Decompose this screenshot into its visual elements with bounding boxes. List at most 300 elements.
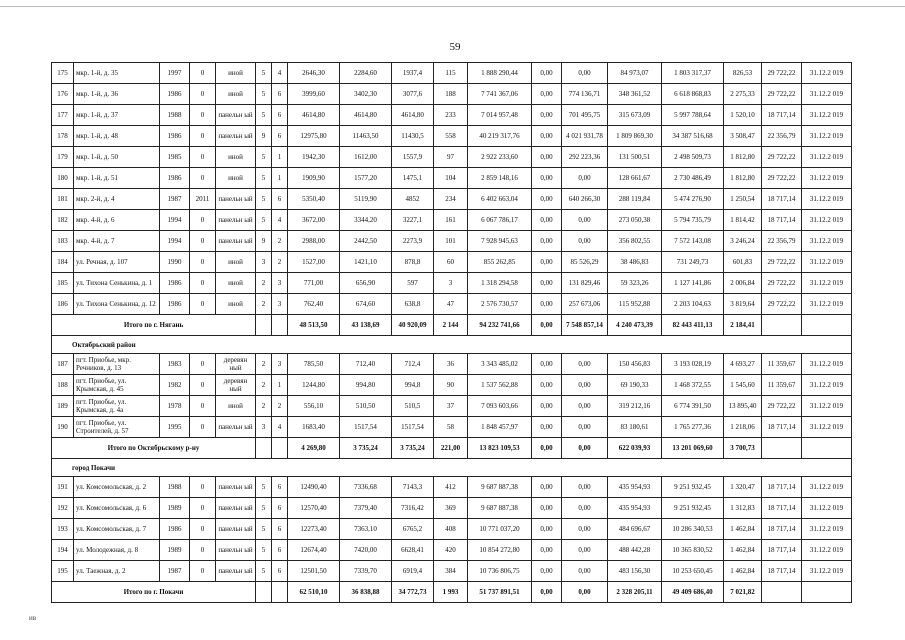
table-cell: 2 [256,354,272,375]
table-row [52,168,852,189]
table-cell: 31.12.2 019 [802,354,852,375]
table-cell: 9 [256,231,272,252]
table-cell: 510,50 [340,396,392,417]
table-cell: 40 219 317,76 [468,126,532,147]
total-cell: 1 993 [434,582,468,603]
table-cell: 115 952,88 [608,294,662,315]
address-cell: мкр. 4-й, д. 7 [74,231,160,252]
table-cell: 12674,40 [288,540,340,561]
table-cell: 4 [272,210,288,231]
table-cell: 0,00 [532,147,562,168]
table-cell: 5119,90 [340,189,392,210]
table-cell: 5 794 735,79 [662,210,724,231]
table-cell: 0,00 [532,105,562,126]
table-cell: 3 [272,273,288,294]
table-cell: 3402,30 [340,84,392,105]
table-cell: 1942,30 [288,147,340,168]
table-row [52,477,852,498]
table-cell: 131 829,46 [562,273,608,294]
total-cell: 7 021,82 [724,582,762,603]
table-cell: 488 442,28 [608,540,662,561]
table-cell: 0 [190,375,216,396]
table-cell: 2 859 148,16 [468,168,532,189]
table-cell: 0,00 [532,273,562,294]
table-cell: 7 928 945,63 [468,231,532,252]
table-cell: 1 803 317,37 [662,63,724,84]
table-cell: 31.12.2 019 [802,252,852,273]
total-row [52,438,852,459]
table-cell: 3999,60 [288,84,340,105]
table-cell: 4 [272,63,288,84]
table-cell: панельн ый [216,210,256,231]
table-cell: 183 [52,231,74,252]
table-cell: 319 212,16 [608,396,662,417]
table-cell: 10 771 037,20 [468,519,532,540]
table-cell: 7336,68 [340,477,392,498]
table-cell: 3672,00 [288,210,340,231]
total-cell: 4 269,80 [288,438,340,459]
address-cell: ул. Комсомольская, д. 6 [74,498,160,519]
table-cell: иной [216,147,256,168]
table-cell: 1909,90 [288,168,340,189]
table-cell: 1987 [160,189,190,210]
table-cell: 1995 [160,417,190,438]
table-row [52,375,852,396]
total-cell: 43 138,69 [340,315,392,336]
address-cell: мкр. 4-й, д. 6 [74,210,160,231]
table-cell: 2 [256,396,272,417]
table-cell: 6765,2 [392,519,434,540]
table-cell: 38 486,83 [608,252,662,273]
table-cell: 0 [190,294,216,315]
table-cell: 2 576 730,57 [468,294,532,315]
table-cell: 31.12.2 019 [802,84,852,105]
table-cell: 3 819,64 [724,294,762,315]
table-cell: 60 [434,252,468,273]
table-cell: 47 [434,294,468,315]
table-cell: 193 [52,519,74,540]
table-cell: 5 [256,168,272,189]
table-cell: 5 [256,561,272,582]
table-cell: 5 [256,63,272,84]
total-cell: 34 772,73 [392,582,434,603]
table-cell: 5350,40 [288,189,340,210]
table-cell: 1990 [160,252,190,273]
table-cell: 12570,40 [288,498,340,519]
table-cell: 12490,40 [288,477,340,498]
table-cell: 0,00 [532,210,562,231]
table-cell: 731 249,73 [662,252,724,273]
table-cell: 1 809 869,30 [608,126,662,147]
address-cell: ул. Тихона Сенькина, д. 1 [74,273,160,294]
table-row [52,210,852,231]
table-cell: 6 [272,519,288,540]
table-cell: 6 [272,498,288,519]
table-cell: 195 [52,561,74,582]
address-cell: мкр. 1-й, д. 37 [74,105,160,126]
table-cell: 2442,50 [340,231,392,252]
table-cell: 994,8 [392,375,434,396]
table-cell: 7363,10 [340,519,392,540]
total-label: Итого по г. Нягань [52,315,256,336]
total-cell [802,582,852,603]
total-cell: 221,00 [434,438,468,459]
table-cell: 1978 [160,396,190,417]
table-cell: 0,00 [532,168,562,189]
table-cell: 701 495,75 [562,105,608,126]
table-cell: деревян ный [216,354,256,375]
table-cell: иной [216,63,256,84]
table-cell: 233 [434,105,468,126]
table-cell: 1983 [160,354,190,375]
total-cell: 0,00 [562,438,608,459]
table-cell: 29 722,22 [762,147,802,168]
table-cell: панельн ый [216,417,256,438]
table-cell: 2273,9 [392,231,434,252]
total-cell: 2 144 [434,315,468,336]
table-cell: 131 500,51 [608,147,662,168]
section-header-row [52,336,852,354]
total-cell: 62 510,10 [288,582,340,603]
section-header-row [52,459,852,477]
table-cell: 0,00 [532,294,562,315]
table-cell: 191 [52,477,74,498]
table-cell: 1244,80 [288,375,340,396]
address-cell: ул. Молодежная, д. 8 [74,540,160,561]
address-cell: пгт. Приобье, ул. Крымская, д. 4а [74,396,160,417]
table-row [52,126,852,147]
table-cell: 31.12.2 019 [802,519,852,540]
table-cell: панельн ый [216,540,256,561]
section-title: город Покачи [52,459,852,477]
table-cell: 18 717,14 [762,105,802,126]
table-cell: 601,83 [724,252,762,273]
table-cell: 0,00 [532,252,562,273]
table-cell: 0 [190,561,216,582]
table-row [52,84,852,105]
table-cell: 1994 [160,231,190,252]
table-cell: 0 [190,498,216,519]
table-cell: 1475,1 [392,168,434,189]
table-cell: 0,00 [532,84,562,105]
table-cell: 2 922 233,60 [468,147,532,168]
table-cell: 0 [190,168,216,189]
total-cell [762,315,802,336]
table-cell: 31.12.2 019 [802,189,852,210]
table-cell: 1 888 290,44 [468,63,532,84]
table-cell: 18 717,14 [762,210,802,231]
table-cell: 6 [272,126,288,147]
table-row [52,396,852,417]
table-cell: 5 [256,189,272,210]
table-row [52,63,852,84]
table-cell: 31.12.2 019 [802,498,852,519]
table-cell: 11 359,67 [762,375,802,396]
table-cell: 0,00 [562,210,608,231]
table-cell: 0,00 [532,561,562,582]
table-cell: 31.12.2 019 [802,147,852,168]
table-cell: 234 [434,189,468,210]
table-cell: панельн ый [216,477,256,498]
total-cell [762,438,802,459]
table-cell: 0,00 [532,417,562,438]
empty-cell [256,582,272,603]
table-cell: 31.12.2 019 [802,375,852,396]
table-cell: 176 [52,84,74,105]
table-cell: 597 [392,273,434,294]
table-row [52,561,852,582]
table-row [52,189,852,210]
table-cell: 2 203 104,63 [662,294,724,315]
table-cell: 29 722,22 [762,273,802,294]
table-cell: 7 741 367,06 [468,84,532,105]
table-cell: 1987 [160,561,190,582]
table-cell: 59 323,26 [608,273,662,294]
table-cell: 0 [190,354,216,375]
table-cell: 31.12.2 019 [802,561,852,582]
table-cell: 58 [434,417,468,438]
table-cell: 10 365 830,52 [662,540,724,561]
total-cell: 0,00 [532,582,562,603]
table-cell: 0 [190,63,216,84]
table-cell: 6 [272,540,288,561]
table-cell: 1 127 141,86 [662,273,724,294]
address-cell: пгт. Приобье, ул. Крымская, д. 45 [74,375,160,396]
table-cell: 0 [190,477,216,498]
table-cell: 0,00 [532,63,562,84]
total-cell [802,438,852,459]
table-cell: 0,00 [562,375,608,396]
table-cell: 5 [256,105,272,126]
table-cell: 7143,3 [392,477,434,498]
table-cell: 0 [190,210,216,231]
table-cell: 369 [434,498,468,519]
table-cell: 1982 [160,375,190,396]
table-cell: 1 [272,168,288,189]
table-cell: 1 [272,147,288,168]
address-cell: мкр. 1-й, д. 50 [74,147,160,168]
table-cell: 3227,1 [392,210,434,231]
table-cell: 7379,40 [340,498,392,519]
table-cell: 5 [256,147,272,168]
table-cell: 29 722,22 [762,84,802,105]
address-cell: ул. Таежная, д. 2 [74,561,160,582]
table-cell: 0 [190,84,216,105]
table-cell: 408 [434,519,468,540]
table-cell: 182 [52,210,74,231]
table-cell: 1421,10 [340,252,392,273]
table-cell: 31.12.2 019 [802,105,852,126]
table-cell: 855 262,85 [468,252,532,273]
table-cell: 1986 [160,294,190,315]
table-cell: 184 [52,252,74,273]
table-cell: 22 356,79 [762,126,802,147]
table-cell: 11463,50 [340,126,392,147]
table-cell: 150 456,83 [608,354,662,375]
table-cell: 3 [256,417,272,438]
housing-register-table [51,62,852,603]
total-cell: 7 548 857,14 [562,315,608,336]
table-cell: 2 [256,273,272,294]
table-cell: 0,00 [562,498,608,519]
table-cell: 6 [272,84,288,105]
total-cell: 0,00 [532,438,562,459]
table-cell: 1 218,06 [724,417,762,438]
table-cell: 0,00 [562,417,608,438]
total-label: Итого по Октябрьскому р-ну [52,438,256,459]
table-cell: 1 [272,375,288,396]
table-cell: 0,00 [532,519,562,540]
table-cell: 348 361,52 [608,84,662,105]
address-cell: мкр. 1-й, д. 35 [74,63,160,84]
table-cell: 994,80 [340,375,392,396]
table-cell: 4 [272,417,288,438]
address-cell: пгт. Приобье, ул. Строителей, д. 57 [74,417,160,438]
table-cell: 11430,5 [392,126,434,147]
table-cell: 6628,41 [392,540,434,561]
table-cell: 18 717,14 [762,417,802,438]
table-cell: 10 286 340,53 [662,519,724,540]
table-cell: 11 359,67 [762,354,802,375]
table-cell: 1986 [160,168,190,189]
table-cell: панельн ый [216,105,256,126]
table-cell: 1986 [160,84,190,105]
table-cell: 180 [52,168,74,189]
table-cell: 29 722,22 [762,396,802,417]
table-cell: 29 722,22 [762,294,802,315]
total-cell: 3 735,24 [340,438,392,459]
table-cell: 0 [190,147,216,168]
table-cell: 22 356,79 [762,231,802,252]
table-cell: 712,4 [392,354,434,375]
table-cell: 2011 [190,189,216,210]
table-cell: 3 [434,273,468,294]
table-cell: 7339,70 [340,561,392,582]
total-cell: 2 184,41 [724,315,762,336]
table-cell: 0,00 [532,189,562,210]
table-cell: 1527,00 [288,252,340,273]
total-cell: 622 039,93 [608,438,662,459]
table-cell: 6919,4 [392,561,434,582]
table-cell: 5 [256,519,272,540]
table-cell: 288 119,84 [608,189,662,210]
table-cell: 175 [52,63,74,84]
table-cell: 178 [52,126,74,147]
table-cell: панельн ый [216,498,256,519]
table-cell: 190 [52,417,74,438]
table-cell: 774 136,71 [562,84,608,105]
table-cell: 257 673,06 [562,294,608,315]
table-cell: 6 [272,477,288,498]
table-cell: 2 [272,231,288,252]
page-top-border [0,6,905,7]
table-cell: 315 673,09 [608,105,662,126]
table-cell: 1989 [160,498,190,519]
empty-cell [256,438,272,459]
table-cell: 1 545,60 [724,375,762,396]
table-cell: 785,50 [288,354,340,375]
table-cell: 558 [434,126,468,147]
table-cell: 161 [434,210,468,231]
table-cell: 3 343 485,02 [468,354,532,375]
table-cell: 1 812,80 [724,168,762,189]
table-cell: 2 275,33 [724,84,762,105]
table-cell: 1988 [160,477,190,498]
table-cell: 194 [52,540,74,561]
table-cell: 1985 [160,147,190,168]
table-cell: 640 266,30 [562,189,608,210]
table-cell: 5 997 788,64 [662,105,724,126]
table-cell: 181 [52,189,74,210]
table-cell: 3077,6 [392,84,434,105]
table-cell: 1986 [160,126,190,147]
table-cell: 31.12.2 019 [802,168,852,189]
table-cell: 10 253 650,45 [662,561,724,582]
table-row [52,354,852,375]
table-cell: 31.12.2 019 [802,210,852,231]
total-cell: 13 823 109,53 [468,438,532,459]
table-cell: 2 730 486,49 [662,168,724,189]
total-cell: 48 513,50 [288,315,340,336]
table-cell: 1988 [160,105,190,126]
table-cell: 0,00 [562,231,608,252]
table-cell: 762,40 [288,294,340,315]
table-cell: 69 190,33 [608,375,662,396]
table-cell: 18 717,14 [762,561,802,582]
table-cell: 2 [256,294,272,315]
table-cell: 6 067 786,17 [468,210,532,231]
table-cell: панельн ый [216,231,256,252]
table-row [52,498,852,519]
total-cell [802,315,852,336]
table-cell: 13 895,40 [724,396,762,417]
table-cell: 12501,50 [288,561,340,582]
table-cell: иной [216,168,256,189]
total-label: Итого по г. Покачи [52,582,256,603]
table-cell: 84 973,07 [608,63,662,84]
table-cell: 1 462,84 [724,519,762,540]
table-cell: 1 462,84 [724,561,762,582]
empty-cell [272,438,288,459]
table-cell: панельн ый [216,519,256,540]
table-cell: 1 537 562,88 [468,375,532,396]
table-cell: 273 050,38 [608,210,662,231]
section-title: Октябрьский район [52,336,852,354]
table-cell: 510,5 [392,396,434,417]
total-row [52,315,852,336]
table-row [52,294,852,315]
table-cell: 1 250,54 [724,189,762,210]
table-cell: 483 156,30 [608,561,662,582]
table-cell: 1937,4 [392,63,434,84]
table-cell: 0 [190,231,216,252]
table-cell: 4 021 931,78 [562,126,608,147]
table-cell: 6 774 391,50 [662,396,724,417]
table-cell: 5 [256,84,272,105]
table-cell: 1 468 372,55 [662,375,724,396]
total-cell: 51 737 891,51 [468,582,532,603]
total-cell: 3 700,73 [724,438,762,459]
table-cell: 1 520,10 [724,105,762,126]
table-cell: 3 246,24 [724,231,762,252]
table-cell: 2 006,84 [724,273,762,294]
address-cell: мкр. 1-й, д. 51 [74,168,160,189]
table-cell: 83 180,61 [608,417,662,438]
table-cell: панельн ый [216,126,256,147]
table-cell: 1997 [160,63,190,84]
table-cell: 9 [256,126,272,147]
footer-mark: ив [29,614,37,622]
